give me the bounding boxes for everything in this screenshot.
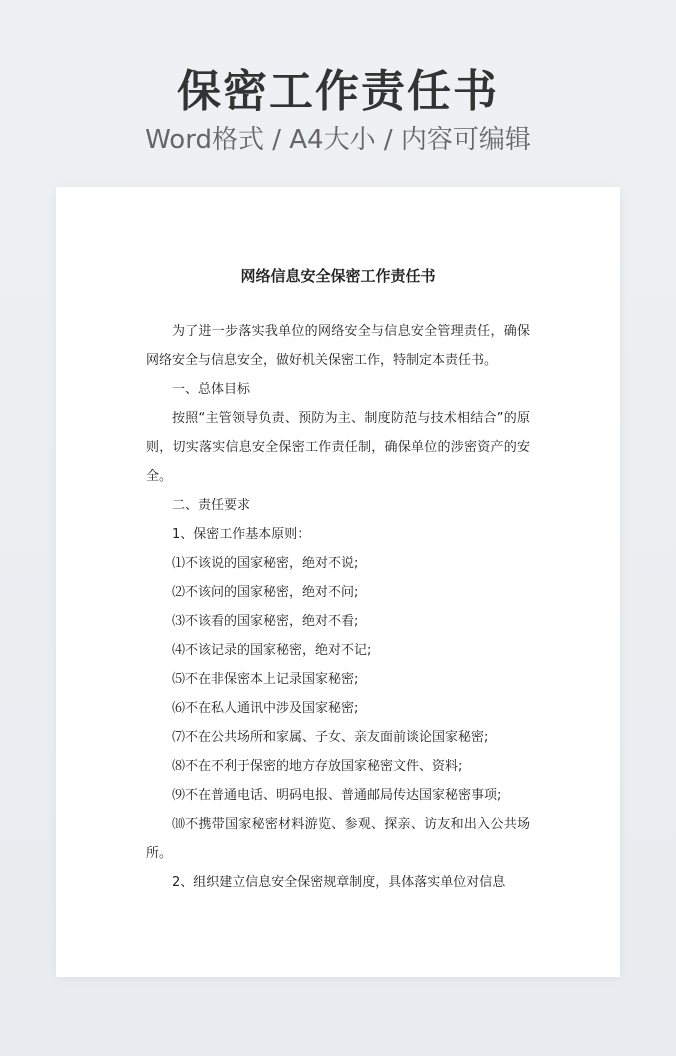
list-item: ⑹不在私人通讯中涉及国家秘密; [172,701,359,716]
paragraph-goal: 按照“主管领导负责、预防为主、制度防范与技术相结合”的原则，切实落实信息安全保密工作责任制，确保单位的涉密资产的安全。 [146,411,530,484]
section-heading-requirements: 二、责任要求 [172,498,251,513]
section-heading-goal: 一、总体目标 [172,382,251,397]
document-body [146,317,530,897]
list-item: ⑺不在公共场所和家属、子女、亲友面前谈论国家秘密; [172,730,489,745]
paragraph-organization: 2、组织建立信息安全保密规章制度，具体落实单位对信息 [172,875,506,890]
header-banner [0,62,676,158]
banner-subtitle: Word格式 / A4大小 / 内容可编辑 [145,125,531,155]
list-item: ⑼不在普通电话、明码电报、普通邮局传达国家秘密事项; [172,788,502,803]
document-title: 网络信息安全保密工作责任书 [240,267,436,285]
list-item: ⑽不携带国家秘密材料游览、参观、探亲、访友和出入公共场所。 [146,817,530,861]
list-item: ⑴不该说的国家秘密，绝对不说; [172,556,359,571]
list-item: ⑶不该看的国家秘密，绝对不看; [172,614,359,629]
list-item: ⑵不该问的国家秘密，绝对不问; [172,585,359,600]
banner-title: 保密工作责任书 [177,66,499,117]
list-item: ⑻不在不利于保密的地方存放国家秘密文件、资料; [172,759,463,774]
paragraph-intro: 为了进一步落实我单位的网络安全与信息安全管理责任，确保网络安全与信息安全，做好机关保密工作，特制定本责任书。 [146,324,530,368]
list-item: ⑸不在非保密本上记录国家秘密; [172,672,359,687]
document-page [56,187,620,977]
subsection-heading-principles: 1、保密工作基本原则： [172,527,311,542]
list-item: ⑷不该记录的国家秘密，绝对不记; [172,643,372,658]
